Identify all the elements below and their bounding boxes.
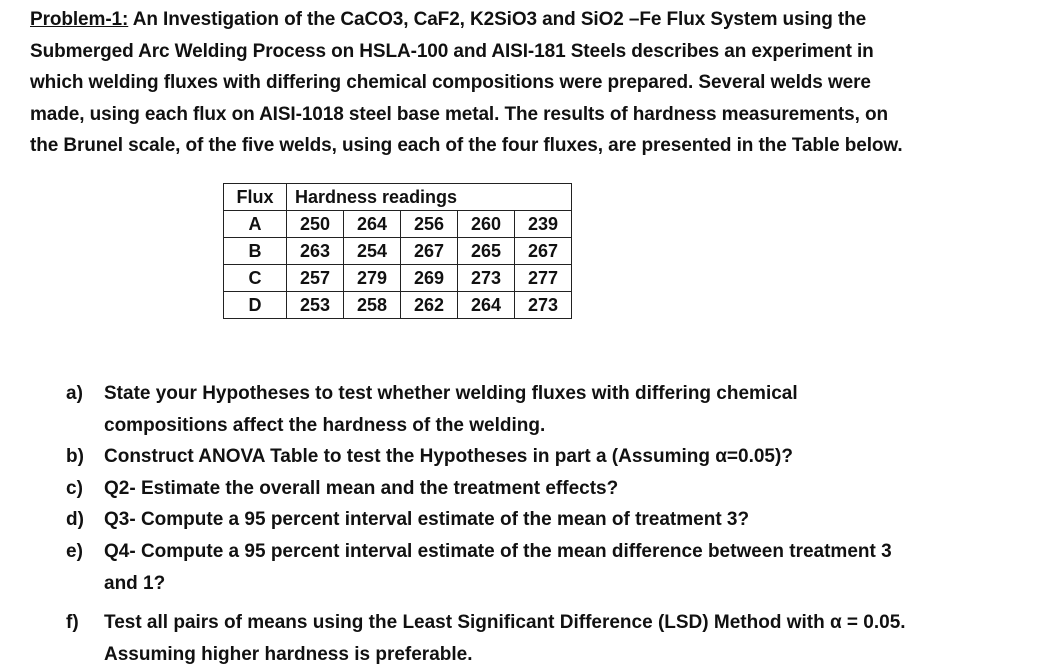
problem-label: Problem-1: <box>30 9 129 30</box>
reading-cell: 267 <box>515 238 572 265</box>
question-line: State your Hypotheses to test whether welding fluxes with differing chemical <box>104 383 798 404</box>
table-row <box>224 238 572 265</box>
question-line: Test all pairs of means using the Least Significant Difference (LSD) Method with α = 0.05. <box>104 612 906 634</box>
reading-cell: 279 <box>344 265 401 292</box>
reading-cell: 277 <box>515 265 572 292</box>
question-line: and 1? <box>104 572 166 594</box>
header-flux: Flux <box>224 184 287 211</box>
question-text <box>104 378 1026 441</box>
reading-cell: 273 <box>515 292 572 319</box>
question-letter: c) <box>66 477 83 499</box>
problem-line-1 <box>30 4 1040 36</box>
problem-line-5: the Brunel scale, of the five welds, using each of the four fluxes, are presented in the Table below. <box>30 135 903 157</box>
question-line: Q4- Compute a 95 percent interval estimate of the mean difference between treatment 3 <box>104 540 892 562</box>
reading-cell: 264 <box>344 211 401 238</box>
question-letter: f) <box>66 612 79 634</box>
reading-cell: 264 <box>458 292 515 319</box>
problem-line-3: which welding fluxes with differing chemical compositions were prepared. Several welds were <box>30 72 871 94</box>
flux-cell: A <box>224 211 287 238</box>
question-text <box>104 607 1026 670</box>
question-line: Q3- Compute a 95 percent interval estimate of the mean of treatment 3? <box>104 509 750 531</box>
question-text <box>104 536 1026 599</box>
problem-line-1-text: An Investigation of the CaCO3, CaF2, K2SiO3 and SiO2 –Fe Flux System using the <box>128 9 867 30</box>
table-header-row <box>224 184 572 211</box>
question-text <box>104 504 1026 536</box>
reading-cell: 262 <box>401 292 458 319</box>
flux-cell: C <box>224 265 287 292</box>
flux-cell: D <box>224 292 287 319</box>
question-list <box>66 378 1026 670</box>
problem-statement <box>30 4 1040 162</box>
reading-cell: 256 <box>401 211 458 238</box>
question-b <box>66 441 1026 473</box>
question-line: Assuming higher hardness is preferable. <box>104 643 473 665</box>
table-row <box>224 265 572 292</box>
reading-cell: 273 <box>458 265 515 292</box>
question-line: compositions affect the hardness of the welding. <box>104 414 546 436</box>
question-a <box>66 378 1026 441</box>
question-c <box>66 473 1026 505</box>
problem-line-4: made, using each flux on AISI-1018 steel base metal. The results of hardness measurements, on <box>30 103 888 125</box>
reading-cell: 254 <box>344 238 401 265</box>
reading-cell: 263 <box>287 238 344 265</box>
reading-cell: 239 <box>515 211 572 238</box>
problem-line-2: Submerged Arc Welding Process on HSLA-100 and AISI-181 Steels describes an experiment in <box>30 40 874 62</box>
table-row <box>224 211 572 238</box>
question-line: Construct ANOVA Table to test the Hypotheses in part a (Assuming α=0.05)? <box>104 446 793 468</box>
reading-cell: 250 <box>287 211 344 238</box>
question-f <box>66 607 1026 670</box>
table-row <box>224 292 572 319</box>
reading-cell: 257 <box>287 265 344 292</box>
question-e <box>66 536 1026 599</box>
hardness-table <box>223 183 572 319</box>
spacer <box>66 599 1026 607</box>
question-letter: a) <box>66 383 83 404</box>
question-line: Q2- Estimate the overall mean and the treatment effects? <box>104 477 619 499</box>
reading-cell: 267 <box>401 238 458 265</box>
header-hardness-readings: Hardness readings <box>287 184 572 211</box>
reading-cell: 269 <box>401 265 458 292</box>
reading-cell: 265 <box>458 238 515 265</box>
question-letter: e) <box>66 540 83 562</box>
reading-cell: 258 <box>344 292 401 319</box>
question-d <box>66 504 1026 536</box>
question-letter: d) <box>66 509 84 531</box>
reading-cell: 260 <box>458 211 515 238</box>
reading-cell: 253 <box>287 292 344 319</box>
question-letter: b) <box>66 446 84 468</box>
question-text <box>104 441 1026 473</box>
flux-cell: B <box>224 238 287 265</box>
question-text <box>104 473 1026 505</box>
